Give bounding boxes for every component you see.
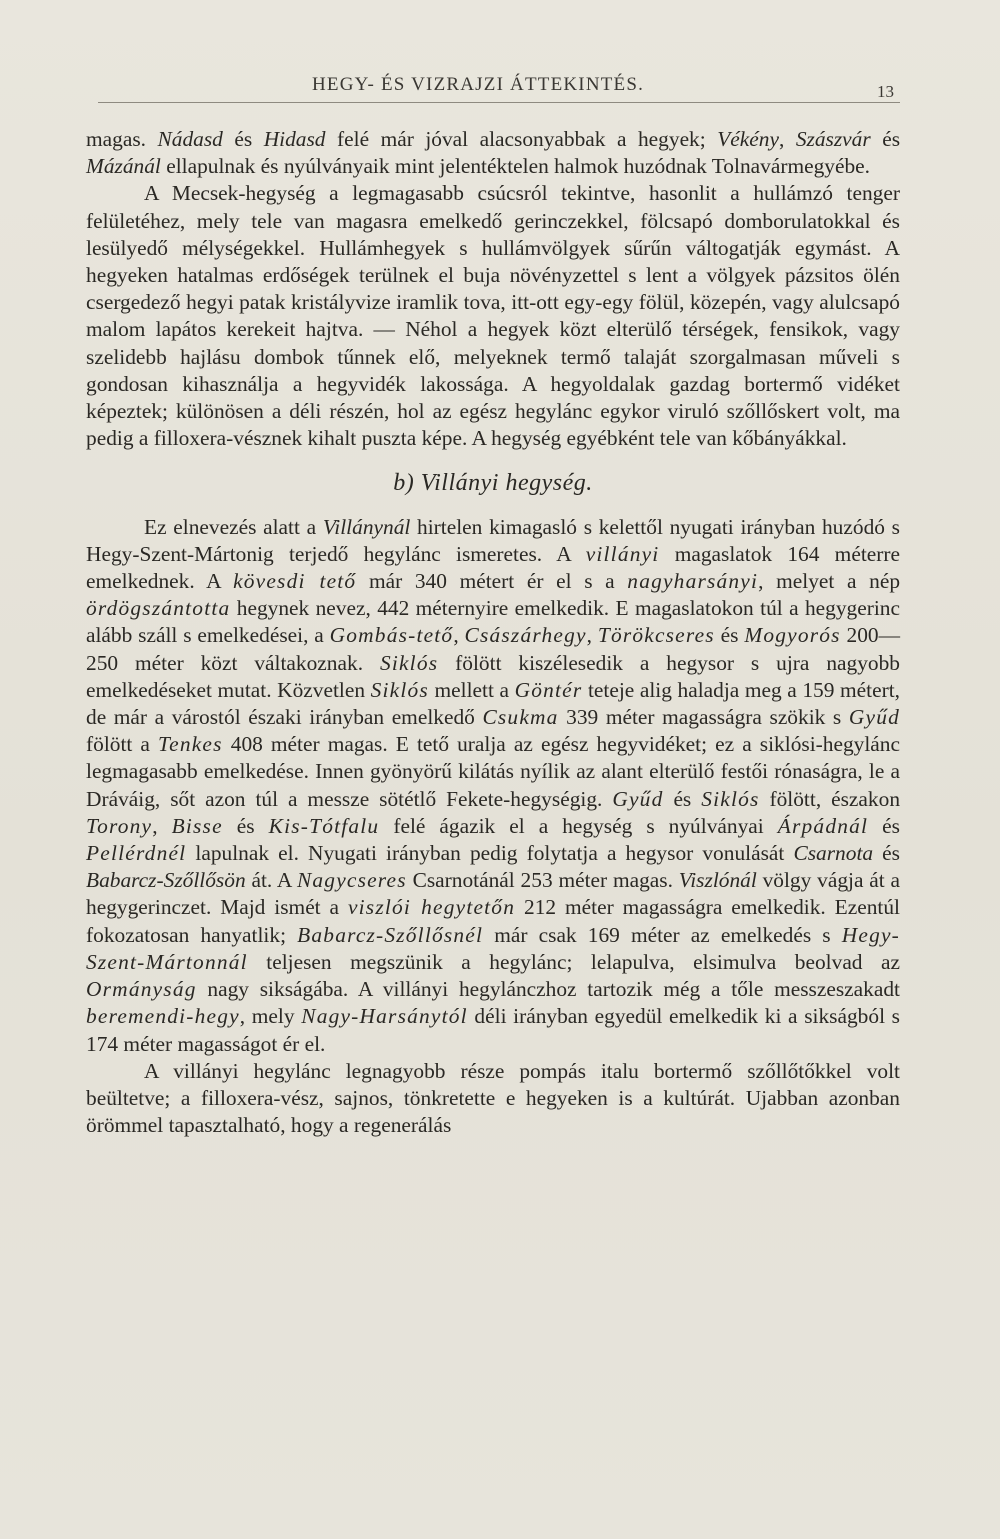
place-name: villányi [585, 541, 660, 566]
text-run: és [222, 127, 264, 151]
text-run: és [714, 623, 745, 648]
paragraph-mecsek: A Mecsek-hegység a legmagasabb csúcsról tekintve, hasonlit a hullámzó tenger felületéhez, mely tele van magasra emelkedő gerinczekkel, fölcsapó domborulatokkal és lesülyedő mélységekkel. Hullámhegyek s hullámvölgyek sűrűn váltogatják egymást. A hegyeken hatalmas erdőségek terülnek el buja növényzettel s lent a völgyek pázsitos ölén csergedező hegyi patak kristályvize iramlik tova, itt-ott egy-egy fölül, közepén, vagy alulcsapó malom lapátos kerekeit hajtva. — Néhol a hegyek közt elterülő térségek, fensikok, vagy szelidebb hajlásu dombok tűnnek elő, melyeknek termő talaját szorgalmasan műveli s gondosan kihasználja a hegyvidék lakossága. A hegyoldalak gazdag bortermő vidéket képeztek; különösen a déli részén, hol az egész hegylánc egykor viruló szőllőskert volt, ma pedig a filloxera-vésznek kihalt puszta képe. A hegység egyébként tele van kőbányákkal. [86, 181, 900, 451]
text-run: már csak 169 méter az emelkedés s [483, 922, 842, 947]
text-run: és [873, 841, 900, 866]
place-name: beremendi-hegy [86, 1004, 240, 1029]
place-name: Babarcz-Szőllősnél [297, 922, 484, 947]
text-run: és [663, 786, 702, 811]
paragraph-vineyards: A villányi hegylánc legnagyobb része pompás italu bortermő szőllőtőkkel volt beültetve; a filloxera-vész, sajnos, tönkretette e hegyeken is a kultúrát. Ujabban azonban örömmel tapasztalható, hogy a regenerálás [86, 1058, 900, 1138]
place-name: Nádasd [157, 127, 223, 151]
place-name: Tenkes [158, 732, 223, 757]
text-run: , [152, 813, 172, 838]
place-name: Törökcseres [597, 623, 715, 648]
text-run: át. A [245, 868, 297, 893]
place-name: Mogyorós [744, 623, 841, 648]
text-run: hirtelen kimagasló s kelettől nyugati irányban huzódó s Hegy-Szent-Mártonig terjedő hegylánc ismeretes. A [86, 514, 900, 566]
text-run: déli irányban egyedül emelkedik ki a sikságból s 174 méter magasságot ér el. [86, 1004, 900, 1056]
place-name: Siklós [701, 786, 760, 811]
place-name: Siklós [379, 650, 439, 675]
text-run: 339 méter magasságra szökik s [558, 705, 849, 730]
text-run: 212 méter magasságra emelkedik. Ezentúl fokozatosan hanyatlik; [86, 895, 900, 947]
text-run: hegynek nevez, 442 méternyire emelkedik. E magaslatokon túl a hegygerinc alább száll s emelkedései, a [86, 596, 900, 648]
place-name: Hidasd [263, 127, 326, 151]
place-name: Gyűd [848, 705, 900, 730]
text-run: teljesen megszünik a hegylánc; lelapulva, elsimulva beolvad az [247, 949, 900, 974]
place-name: Villánynál [322, 514, 411, 539]
text-run: fölött a [86, 732, 159, 757]
place-name: Kis-Tótfalu [268, 813, 380, 838]
place-name: Szászvár [795, 127, 871, 151]
place-name: Viszlónál [678, 868, 757, 893]
text-run: magas. [86, 127, 158, 151]
place-name: Göntér [514, 677, 583, 702]
text-run: ellapulnak és nyúlványaik mint jelentéktelen halmok huzódnak Tolnavármegyébe. [160, 154, 871, 179]
page-number: 13 [877, 82, 894, 101]
place-name: Vékény [717, 127, 779, 151]
place-name: Nagy-Harsánytól [301, 1004, 468, 1029]
running-header-title: HEGY- ÉS VIZRAJZI ÁTTEKINTÉS. [312, 74, 645, 95]
place-name: Ormányság [86, 977, 197, 1002]
place-name: Siklós [370, 677, 429, 702]
text-run: fölött, északon [759, 786, 901, 811]
page-body [86, 126, 900, 1139]
place-name: Árpádnál [777, 813, 869, 838]
place-name: Pellérdnél [86, 841, 187, 866]
text-run: Ez elnevezés alatt a [144, 514, 323, 539]
running-header [98, 72, 900, 103]
place-name: ördögszántotta [86, 596, 231, 621]
place-name: Császárhegy [464, 623, 587, 648]
place-name: Babarcz-Szőllősön [86, 868, 246, 893]
text-run: , [586, 623, 598, 648]
paragraph-continuation [86, 126, 900, 180]
text-run: Csarnotánál 253 méter magas. [406, 868, 679, 893]
place-name: Csarnota [793, 841, 874, 866]
text-run: , [453, 623, 465, 648]
text-run: , [778, 127, 796, 151]
place-name: Bisse [171, 813, 223, 838]
text-run: , mely [239, 1004, 302, 1029]
text-run: 200—250 méter közt váltakoznak. [86, 623, 900, 675]
text-run: 408 méter magas. E tető uralja az egész hegyvidéket; ez a siklósi-hegylánc legmagasabb emelkedése. Innen gyönyörű kilátás nyílik az alant elterülő festői rónaságra, le a Dráváig, sőt azon túl a messze sötétlő Fekete-hegységig. [86, 732, 900, 811]
text-run: mellett a [428, 677, 515, 702]
text-run: magaslatok 164 méterre emelkednek. A [86, 541, 900, 594]
text-run: már 340 métert ér el s a [356, 569, 628, 594]
text-run: fölött kiszélesedik a hegysor s ujra nagyobb emelkedéseket mutat. Közvetlen [86, 650, 900, 702]
text-run: teteje alig haladja meg a 159 métert, de már a várostól északi irányban emelkedő [86, 677, 900, 730]
text-run: és [222, 813, 269, 838]
place-name: viszlói hegytetőn [347, 895, 516, 920]
text-run: felé ágazik el a hegység s nyúlványai [379, 813, 778, 838]
text-run: völgy vágja át a hegygerinczet. Majd ismét a [86, 868, 900, 920]
place-name: Nagycseres [296, 868, 407, 893]
section-heading: b) Villányi hegység. [393, 470, 593, 497]
text-run: lapulnak el. Nyugati irányban pedig folytatja a hegysor vonulását [186, 841, 794, 866]
place-name: Gyűd [612, 786, 664, 811]
text-run: , melyet a nép [758, 569, 901, 594]
place-name: kövesdi tető [233, 569, 357, 594]
paragraph-villanyi [86, 514, 900, 1058]
place-name: Csukma [482, 705, 559, 730]
place-name: Mázánál [86, 154, 161, 179]
place-name: nagyharsányi [627, 569, 759, 594]
place-name: Hegy-Szent-Mártonnál [86, 922, 900, 974]
text-run: és [870, 127, 901, 151]
text-run: felé már jóval alacsonyabbak a hegyek; [325, 127, 718, 151]
place-name: Gombás-tető [329, 623, 454, 648]
text-run: nagy sikságába. A villányi hegylánczhoz tartozik még a tőle messzeszakadt [196, 977, 900, 1002]
text-run: és [868, 813, 900, 838]
place-name: Torony [86, 813, 153, 838]
